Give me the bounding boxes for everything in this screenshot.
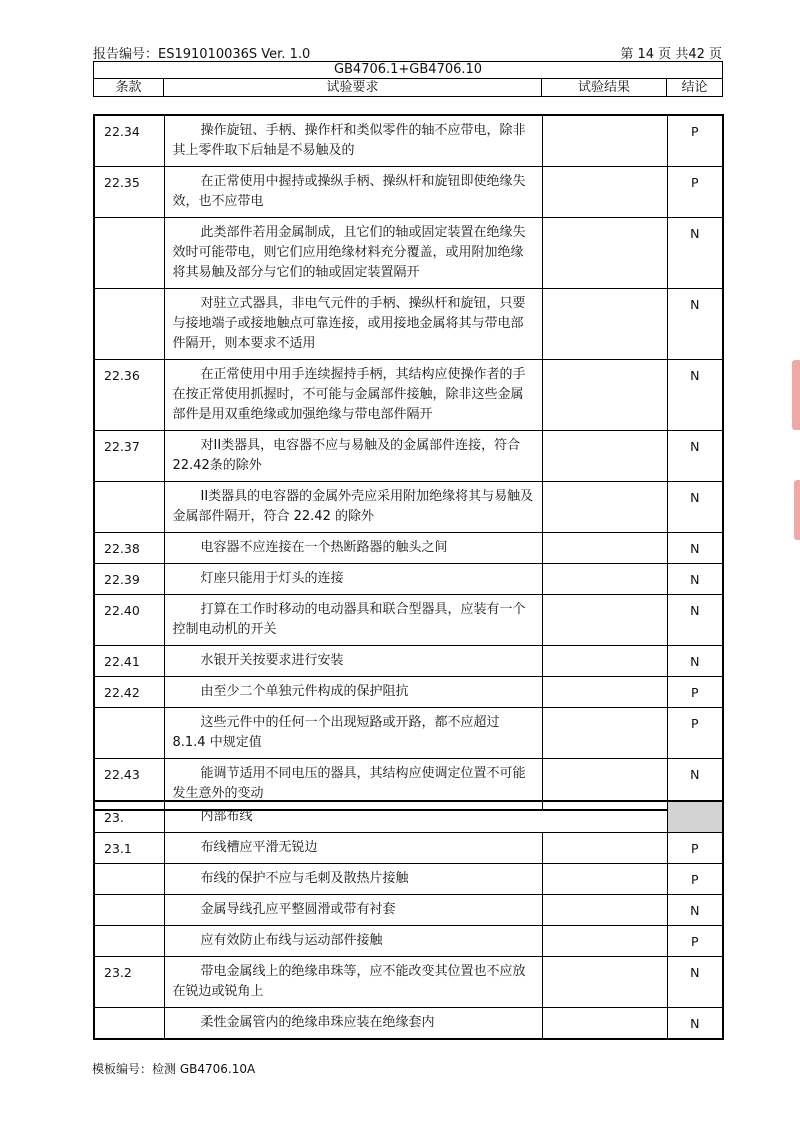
requirement-text: II类器具的电容器的金属外壳应采用附加绝缘将其与易触及金属部件隔开，符合 22.42 的除外 xyxy=(172,489,534,524)
clause-table-23 xyxy=(93,800,724,1040)
verdict-cell: P xyxy=(667,708,723,759)
clause-number xyxy=(94,1008,164,1040)
requirement-cell xyxy=(164,1008,542,1040)
result-cell xyxy=(542,926,667,957)
column-header-clause: 条款 xyxy=(94,79,164,97)
verdict-cell: N xyxy=(667,957,723,1008)
clause-number: 23.1 xyxy=(94,833,164,864)
requirement-cell xyxy=(164,482,542,533)
requirement-text: 这些元件中的任何一个出现短路或开路，都不应超过 8.1.4 中规定值 xyxy=(172,715,500,750)
table-row xyxy=(94,115,723,167)
requirement-text: 由至少二个单独元件构成的保护阻抗 xyxy=(200,684,409,699)
verdict-cell xyxy=(667,801,723,833)
table-row xyxy=(94,482,723,533)
table-row xyxy=(94,801,723,833)
requirement-text: 能调节适用不同电压的器具，其结构应使调定位置不可能发生意外的变动 xyxy=(172,766,526,801)
verdict-cell: N xyxy=(667,482,723,533)
requirement-text: 带电金属线上的绝缘串珠等，应不能改变其位置也不应放在锐边或锐角上 xyxy=(172,964,526,999)
requirement-text: 在正常使用中握持或操纵手柄、操纵杆和旋钮即使绝缘失效，也不应带电 xyxy=(172,174,526,209)
result-cell xyxy=(542,595,667,646)
verdict-cell: P xyxy=(667,926,723,957)
report-number: 报告编号：ES191010036S Ver. 1.0 xyxy=(93,47,311,62)
requirement-text: 电容器不应连接在一个热断路器的触头之间 xyxy=(200,540,448,555)
result-cell xyxy=(542,482,667,533)
table-row xyxy=(94,564,723,595)
verdict-cell: N xyxy=(667,759,723,811)
requirement-text: 操作旋钮、手柄、操作杆和类似零件的轴不应带电，除非其上零件取下后轴是不易触及的 xyxy=(172,123,526,158)
requirement-text: 灯座只能用于灯头的连接 xyxy=(200,571,344,586)
clause-number xyxy=(94,218,164,289)
table-row xyxy=(94,864,723,895)
requirement-text: 此类部件若用金属制成，且它们的轴或固定装置在绝缘失效时可能带电，则它们应用绝缘材料充分覆盖，或用附加绝缘将其易触及部分与它们的轴或固定装置隔开 xyxy=(172,225,526,280)
result-cell xyxy=(542,533,667,564)
table-row xyxy=(94,595,723,646)
requirement-cell xyxy=(164,218,542,289)
table-row xyxy=(94,957,723,1008)
requirement-text: 应有效防止布线与运动部件接触 xyxy=(200,933,383,948)
result-cell xyxy=(542,360,667,431)
result-cell xyxy=(542,167,667,218)
table-row xyxy=(94,646,723,677)
column-header-verdict: 结论 xyxy=(667,79,723,97)
result-cell xyxy=(542,895,667,926)
verdict-cell: P xyxy=(667,864,723,895)
requirement-cell xyxy=(164,677,542,708)
requirement-text: 布线槽应平滑无锐边 xyxy=(200,840,318,855)
requirement-text: 对驻立式器具，非电气元件的手柄、操纵杆和旋钮，只要与接地端子或接地触点可靠连接，或用接地金属将其与带电部件隔开，则本要求不适用 xyxy=(172,296,526,351)
result-cell xyxy=(542,833,667,864)
table-row xyxy=(94,833,723,864)
requirement-text: 水银开关按要求进行安装 xyxy=(200,653,344,668)
table-row xyxy=(94,167,723,218)
result-cell xyxy=(542,677,667,708)
clause-number: 22.36 xyxy=(94,360,164,431)
requirement-cell xyxy=(164,360,542,431)
verdict-cell: N xyxy=(667,564,723,595)
clause-number: 22.38 xyxy=(94,533,164,564)
clause-number: 23.2 xyxy=(94,957,164,1008)
verdict-cell: N xyxy=(667,595,723,646)
verdict-cell: N xyxy=(667,1008,723,1040)
page-number: 第 14 页 共42 页 xyxy=(620,47,722,62)
template-number: 模板编号：检测 GB4706.10A xyxy=(92,1062,256,1076)
clause-number: 22.37 xyxy=(94,431,164,482)
requirement-cell xyxy=(164,115,542,167)
verdict-cell: P xyxy=(667,115,723,167)
table-row xyxy=(94,360,723,431)
table-row xyxy=(94,431,723,482)
table-row xyxy=(94,218,723,289)
verdict-cell: P xyxy=(667,167,723,218)
requirement-cell xyxy=(164,646,542,677)
verdict-cell: N xyxy=(667,646,723,677)
clause-number xyxy=(94,708,164,759)
result-cell xyxy=(542,708,667,759)
verdict-cell: P xyxy=(667,833,723,864)
requirement-cell xyxy=(164,708,542,759)
result-cell xyxy=(542,218,667,289)
header-table xyxy=(93,61,723,97)
clause-table-22 xyxy=(93,114,724,811)
verdict-cell: N xyxy=(667,360,723,431)
clause-number: 22.34 xyxy=(94,115,164,167)
requirement-text: 打算在工作时移动的电动器具和联合型器具，应装有一个控制电动机的开关 xyxy=(172,602,526,637)
clause-number: 22.42 xyxy=(94,677,164,708)
clause-number xyxy=(94,895,164,926)
requirement-text: 布线的保护不应与毛刺及散热片接触 xyxy=(200,871,409,886)
requirement-text: 对II类器具，电容器不应与易触及的金属部件连接，符合22.42条的除外 xyxy=(172,438,521,473)
clause-number xyxy=(94,289,164,360)
requirement-cell xyxy=(164,957,542,1008)
requirement-cell xyxy=(164,895,542,926)
table-row xyxy=(94,289,723,360)
result-cell xyxy=(542,646,667,677)
standard-title: GB4706.1+GB4706.10 xyxy=(94,62,723,79)
result-cell xyxy=(542,431,667,482)
column-header-result: 试验结果 xyxy=(542,79,667,97)
clause-number xyxy=(94,864,164,895)
table-row xyxy=(94,895,723,926)
requirement-cell xyxy=(164,431,542,482)
requirement-cell xyxy=(164,926,542,957)
requirement-cell xyxy=(164,864,542,895)
verdict-cell: N xyxy=(667,289,723,360)
verdict-cell: N xyxy=(667,431,723,482)
clause-number: 22.35 xyxy=(94,167,164,218)
requirement-cell xyxy=(164,167,542,218)
result-cell xyxy=(542,115,667,167)
clause-number: 22.39 xyxy=(94,564,164,595)
verdict-cell: N xyxy=(667,895,723,926)
clause-number: 22.40 xyxy=(94,595,164,646)
table-row xyxy=(94,677,723,708)
clause-number: 23. xyxy=(94,801,164,833)
clause-number xyxy=(94,926,164,957)
clause-number: 22.43 xyxy=(94,759,164,811)
result-cell xyxy=(542,957,667,1008)
seal-edge-mark xyxy=(792,360,800,430)
table-row xyxy=(94,1008,723,1040)
requirement-cell xyxy=(164,564,542,595)
column-header-requirement: 试验要求 xyxy=(164,79,542,97)
requirement-cell xyxy=(164,833,542,864)
requirement-cell xyxy=(164,801,667,833)
requirement-cell xyxy=(164,533,542,564)
result-cell xyxy=(542,564,667,595)
requirement-text: 内部布线 xyxy=(200,809,253,824)
requirement-cell xyxy=(164,595,542,646)
table-row xyxy=(94,926,723,957)
table-row xyxy=(94,533,723,564)
clause-number: 22.41 xyxy=(94,646,164,677)
verdict-cell: P xyxy=(667,677,723,708)
verdict-cell: N xyxy=(667,533,723,564)
result-cell xyxy=(542,1008,667,1040)
requirement-cell xyxy=(164,289,542,360)
seal-edge-mark xyxy=(794,480,800,540)
requirement-text: 柔性金属管内的绝缘串珠应装在绝缘套内 xyxy=(200,1015,435,1030)
verdict-cell: N xyxy=(667,218,723,289)
result-cell xyxy=(542,864,667,895)
requirement-text: 金属导线孔应平整圆滑或带有衬套 xyxy=(200,902,396,917)
result-cell xyxy=(542,289,667,360)
table-row xyxy=(94,708,723,759)
clause-number xyxy=(94,482,164,533)
requirement-text: 在正常使用中用手连续握持手柄，其结构应使操作者的手在按正常使用抓握时，不可能与金属部件接触，除非这些金属部件是用双重绝缘或加强绝缘与带电部件隔开 xyxy=(172,367,526,422)
